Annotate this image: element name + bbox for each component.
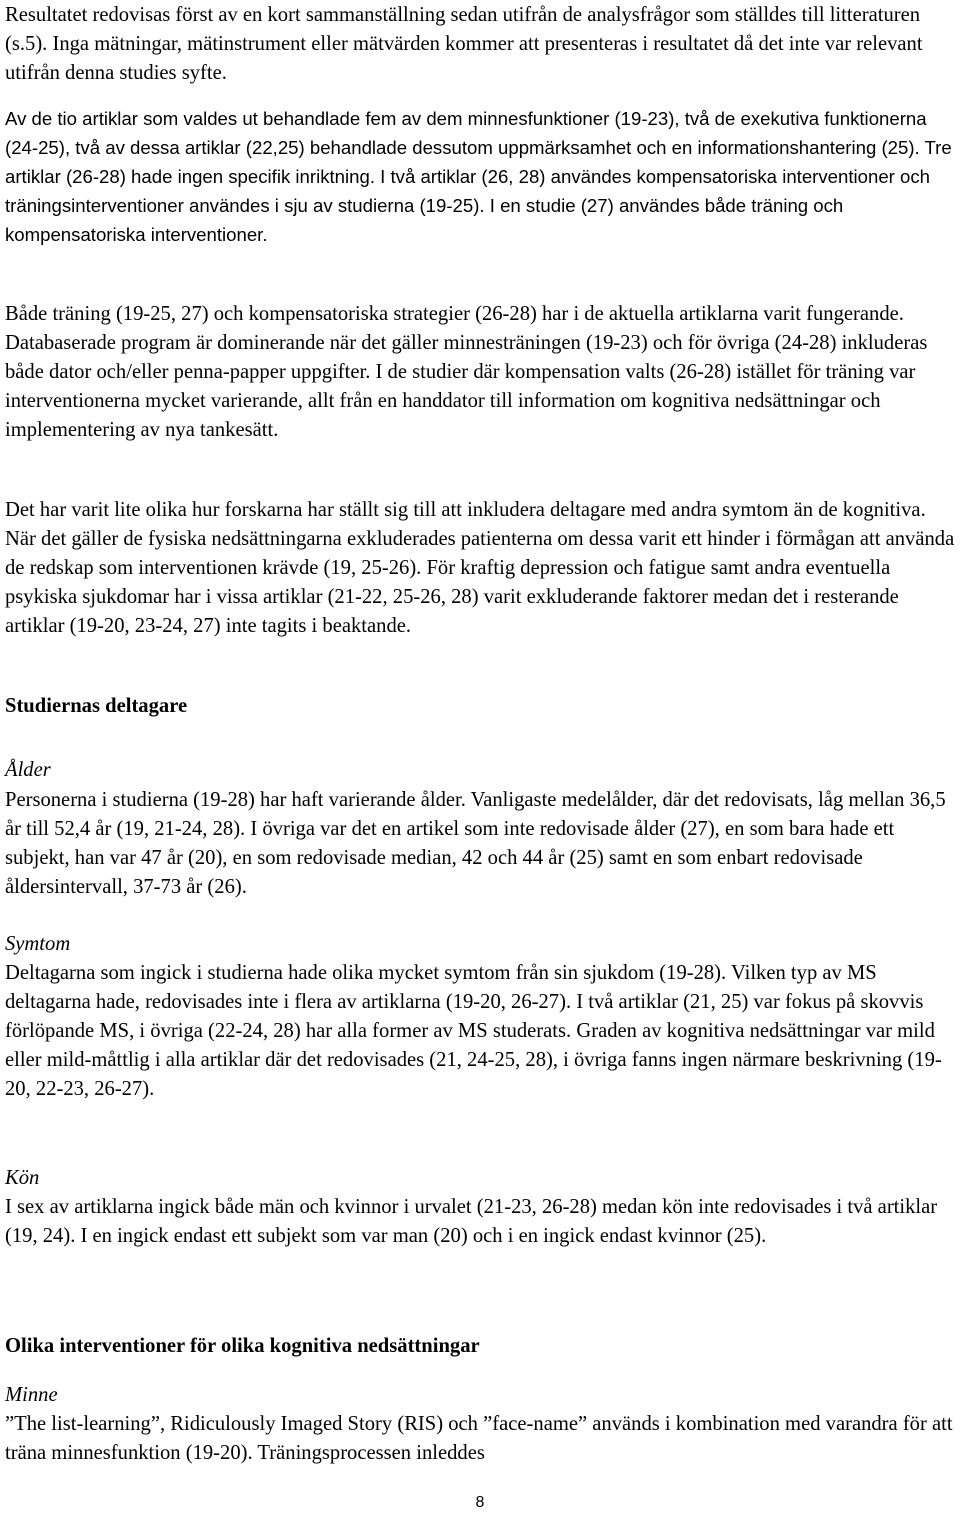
training-compensation-paragraph: Både träning (19-25, 27) och kompensatoriska strategier (26-28) har i de aktuella artiklarna varit fungerande. Databaserade program är dominerande när det gäller minnesträningen (19-23) och för övriga (24-28) inkluderas både dator och/eller penna-papper uppgifter. I de studier där kompensation valts (26-28) istället för träning var interventionerna mycket varierande, allt från en handdator till information om kognitiva nedsättningar och implementering av nya tankesätt. [5, 303, 928, 441]
memory-paragraph: ”The list-learning”, Ridiculously Imaged Story (RIS) och ”face-name” används i kombination med varandra för att träna minnesfunktion (19-20). Träningsprocessen inleddes [5, 1413, 953, 1464]
memory-subheading: Minne [5, 1384, 58, 1406]
interventions-heading: Olika interventioner för olika kognitiva nedsättningar [5, 1335, 480, 1357]
page-number: 8 [475, 1494, 485, 1511]
gender-paragraph: I sex av artiklarna ingick både män och kvinnor i urvalet (21-23, 26-28) medan kön inte redovisades i två artiklar (19, 24). I en ingick endast ett subjekt som var man (20) och i en ingick endast kvinnor (25). [5, 1196, 938, 1247]
symptom-subheading: Symtom [5, 933, 71, 955]
age-paragraph: Personerna i studierna (19-28) har haft varierande ålder. Vanligaste medelålder, där det redovisats, låg mellan 36,5 år till 52,4 år (19, 21-24, 28). I övriga var det en artikel som inte redovisade ålder (27), en som bara hade ett subjekt, han var 47 år (20), en som redovisade median, 42 och 44 år (25) samt en som enbart redovisade åldersintervall, 37-73 år (26). [5, 789, 946, 898]
age-subheading: Ålder [5, 759, 51, 781]
gender-subheading: Kön [5, 1167, 40, 1189]
participants-heading: Studiernas deltagare [5, 695, 188, 717]
articles-overview-paragraph: Av de tio artiklar som valdes ut behandlade fem av dem minnesfunktioner (19-23), två de exekutiva funktionerna (24-25), två av dessa artiklar (22,25) behandlade dessutom uppmärksamhet och en informationshantering (25). Tre artiklar (26-28) hade ingen specifik inriktning. I två artiklar (26, 28) användes kompensatoriska interventioner och träningsinterventioner användes i sju av studierna (19-25). I en studie (27) användes både träning och kompensatoriska interventioner. [5, 108, 952, 245]
inclusion-criteria-paragraph: Det har varit lite olika hur forskarna har ställt sig till att inkludera deltagare med andra symtom än de kognitiva. När det gäller de fysiska nedsättningarna exkluderades patienterna om dessa varit ett hinder i förmågan att använda de redskap som interventionen krävde (19, 25-26). För kraftig depression och fatigue samt andra eventuella psykiska sjukdomar har i vissa artiklar (21-22, 25-26, 28) varit exkluderande faktorer medan det i resterande artiklar (19-20, 23-24, 27) inte tagits i beaktande. [5, 499, 955, 637]
intro-paragraph: Resultatet redovisas först av en kort sammanställning sedan utifrån de analysfrågor som ställdes till litteraturen (s.5). Inga mätningar, mätinstrument eller mätvärden kommer att presenteras i resultatet då det inte var relevant utifrån denna studies syfte. [5, 4, 923, 84]
symptom-paragraph: Deltagarna som ingick i studierna hade olika mycket symtom från sin sjukdom (19-28). Vilken typ av MS deltagarna hade, redovisades inte i flera av artiklarna (19-20, 26-27). I två artiklar (21, 25) var fokus på skovvis förlöpande MS, i övriga (22-24, 28) har alla former av MS studerats. Graden av kognitiva nedsättningar var mild eller mild-måttlig i alla artiklar där det redovisades (21, 24-25, 28), i övriga fanns ingen närmare beskrivning (19-20, 22-23, 26-27). [5, 962, 942, 1100]
